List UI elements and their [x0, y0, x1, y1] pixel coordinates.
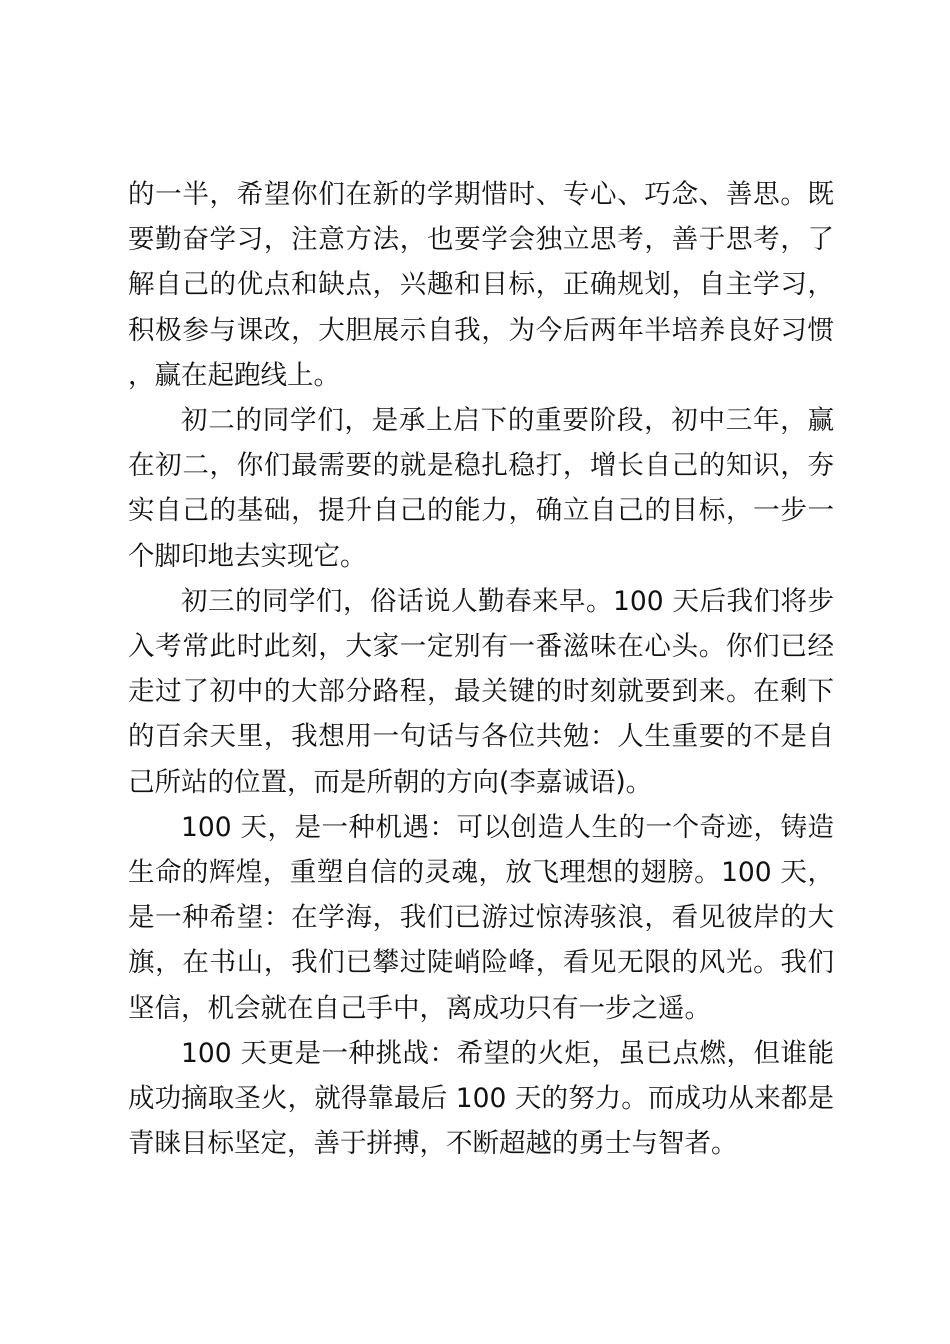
paragraph-grade-two: 初二的同学们，是承上启下的重要阶段，初中三年，赢在初二，你们最需要的就是稳扎稳打，增长自己的知识，夯实自己的基础，提升自己的能力，确立自己的目标，一步一个脚印地去实现它。 [128, 405, 834, 572]
paragraph-continuation: 的一半，希望你们在新的学期惜时、专心、巧念、善思。既要勤奋学习，注意方法，也要学会独立思考，善于思考，了解自己的优点和缺点，兴趣和目标，正确规划，自主学习，积极参与课改，大胆展示自我，为今后两年半培养良好习惯，赢在起跑线上。 [128, 179, 834, 391]
paragraph-hundred-days-challenge: 100 天更是一种挑战：希望的火炬，虽已点燃，但谁能成功摘取圣火，就得靠最后 100 天的努力。而成功从来都是青睐目标坚定，善于拼搏，不断超越的勇士与智者。 [128, 1037, 834, 1160]
paragraph-hundred-days-opportunity: 100 天，是一种机遇：可以创造人生的一个奇迹，铸造生命的辉煌，重塑自信的灵魂，放飞理想的翅膀。100 天，是一种希望：在学海，我们已游过惊涛骇浪，看见彼岸的大旗，在书山，我们已攀过陡峭险峰，看见无限的风光。我们坚信，机会就在自己手中，离成功只有一步之遥。 [128, 811, 834, 1024]
paragraph-grade-three: 初三的同学们，俗话说人勤春来早。100 天后我们将步入考常此时此刻，大家一定别有一番滋味在心头。你们已经走过了初中的大部分路程，最关键的时刻就要到来。在剩下的百余天里，我想用一句话与各位共勉：人生重要的不是自己所站的位置，而是所朝的方向(李嘉诚语)。 [128, 585, 834, 798]
document-body [128, 172, 834, 1166]
